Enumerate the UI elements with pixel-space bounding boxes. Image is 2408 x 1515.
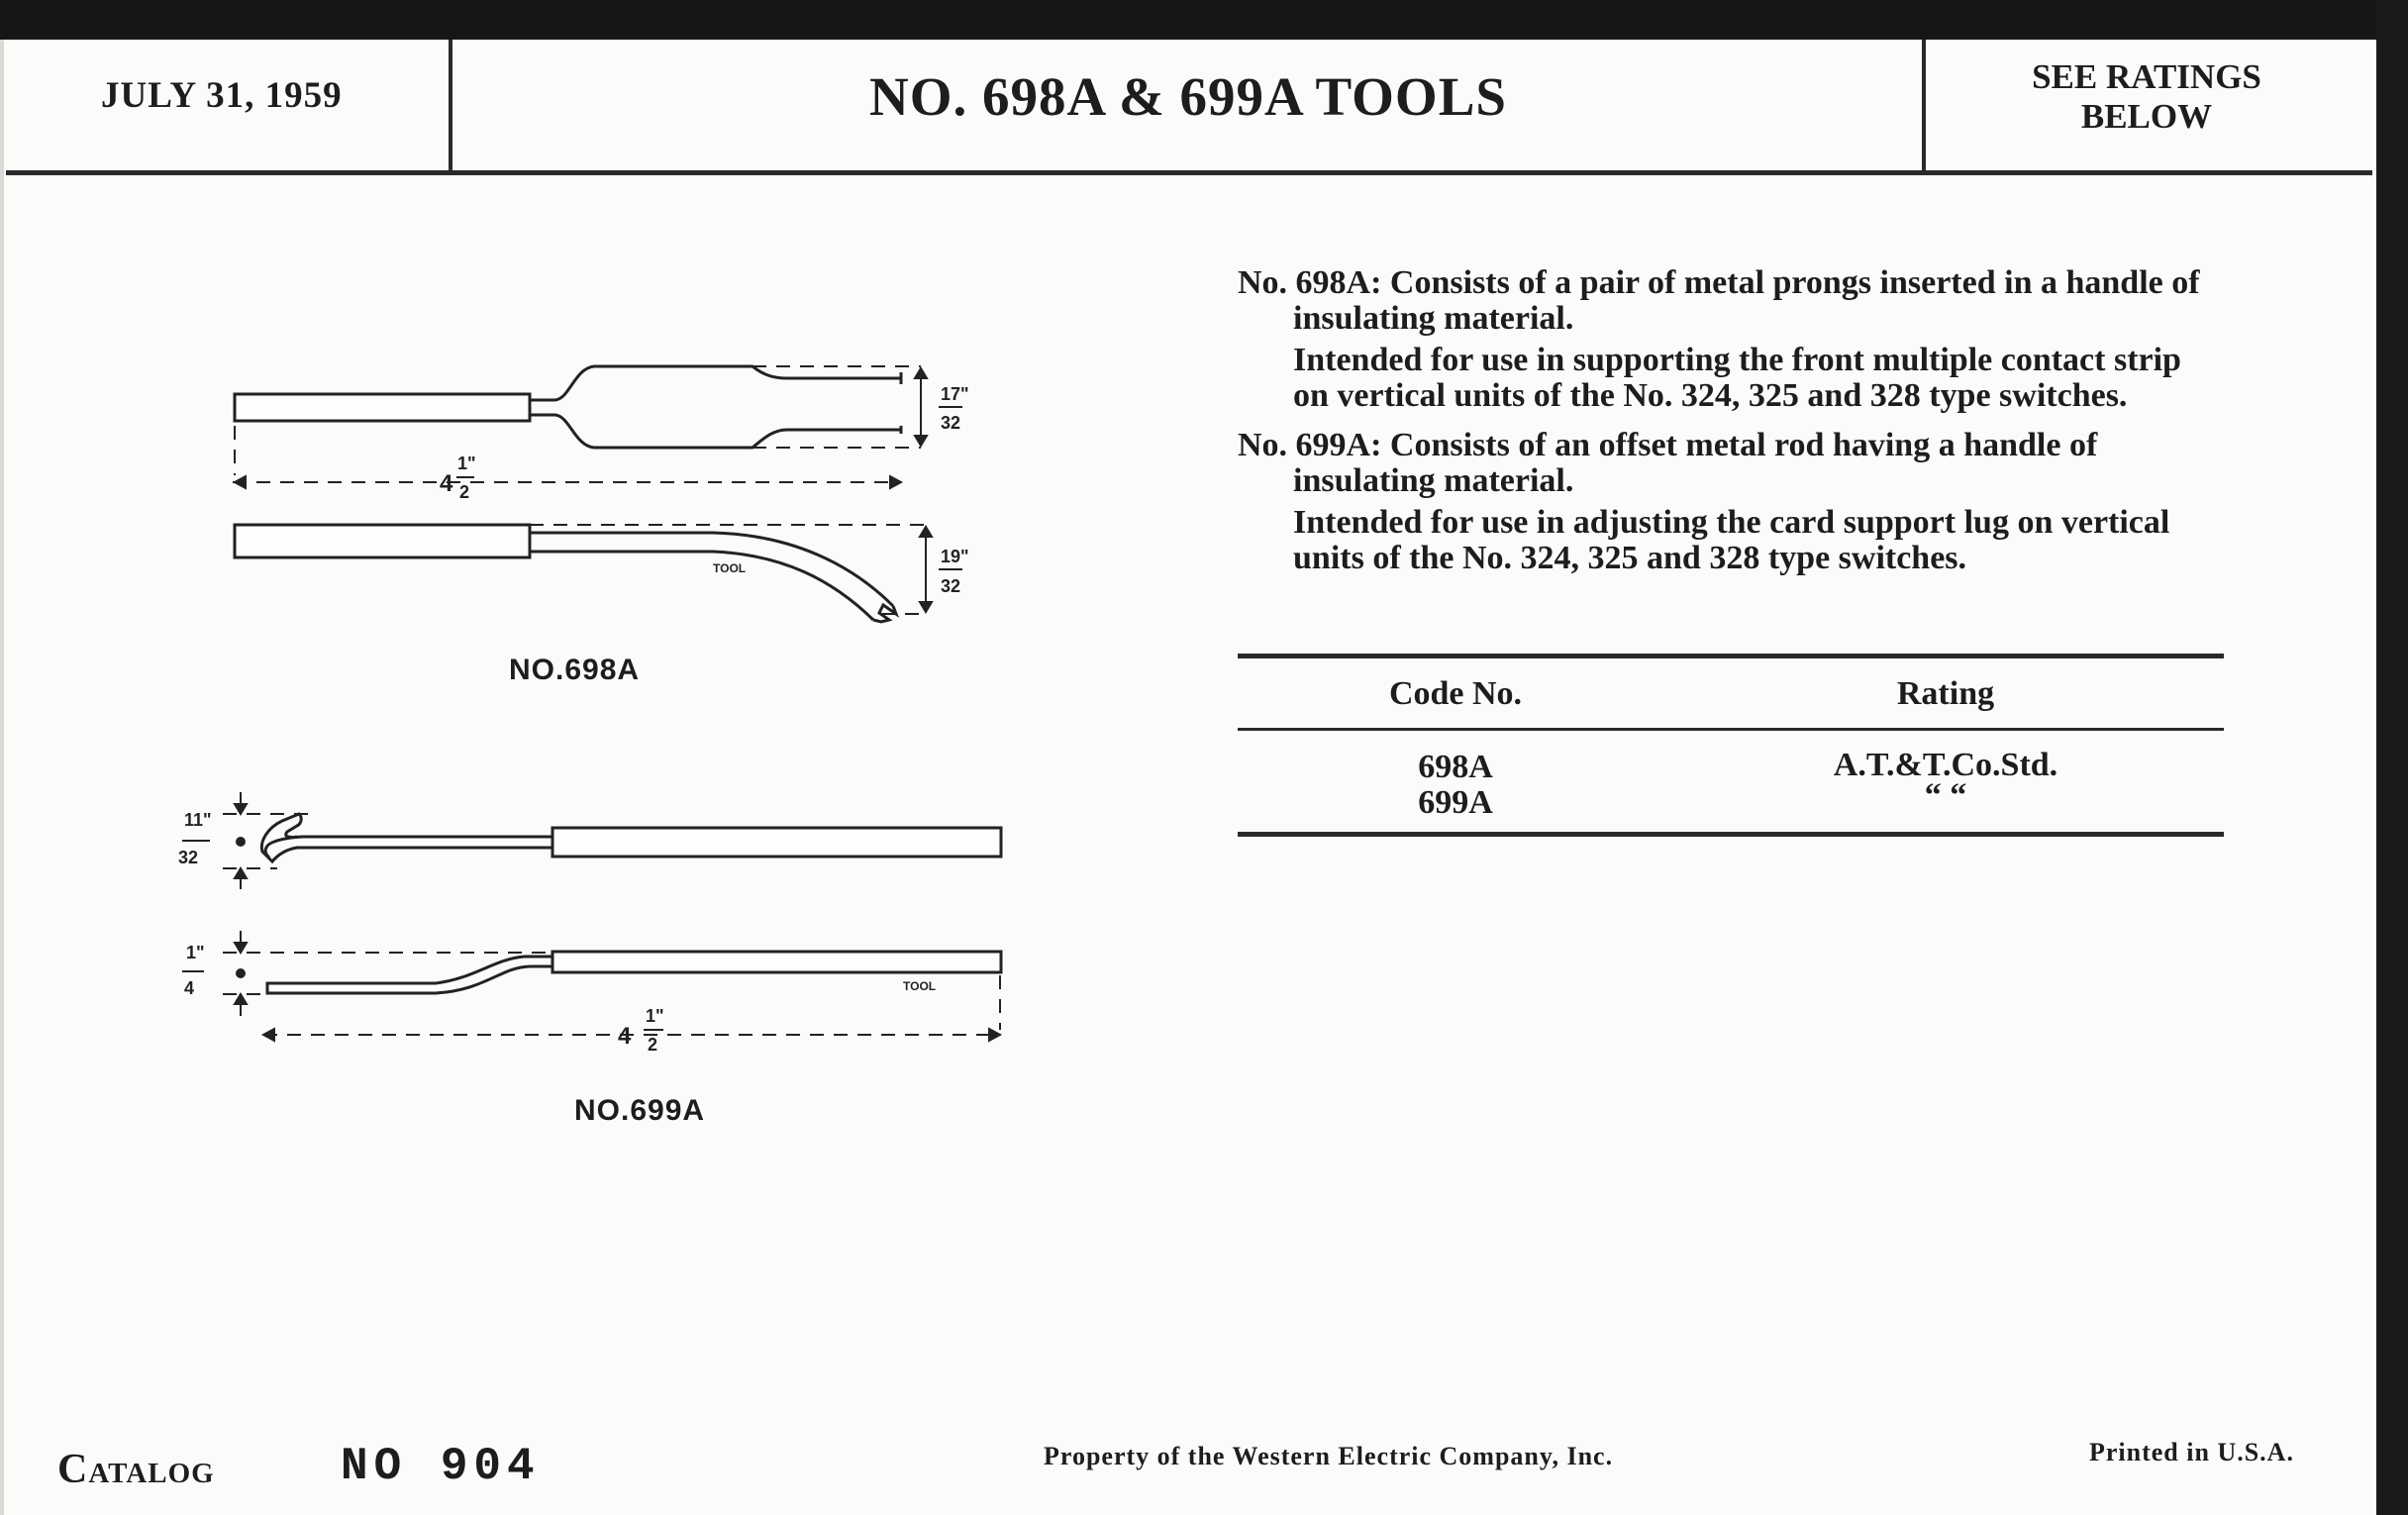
table-header-rating: Rating	[1896, 675, 1995, 712]
printed-notice: Printed in U.S.A.	[2089, 1438, 2294, 1466]
tool699-hook-den: 32	[178, 848, 199, 867]
table-rule-mid	[1238, 728, 2224, 731]
tool699-rod	[267, 957, 552, 993]
tool698-prong-gap-num: 17"	[941, 384, 969, 404]
table-rule-bottom	[1238, 832, 2224, 837]
tool699-offset-den: 4	[184, 978, 195, 998]
tool699-length-num: 1"	[646, 1006, 664, 1026]
tool699-hook	[261, 814, 552, 861]
tool699-length-den: 2	[648, 1035, 658, 1055]
table-row-code: 698A	[1418, 749, 1493, 785]
tool-descriptions	[1238, 265, 2224, 576]
tool699-caption: NO.699A	[574, 1094, 706, 1127]
tool698-caption: NO.698A	[509, 654, 641, 686]
item1-use: Intended for use in supporting the front multiple contact strip on vertical units of the No. 324, 325 and 328 type switches.	[1293, 342, 2181, 414]
tool698-length-num: 1"	[457, 454, 476, 473]
tool698-length-whole: 4	[440, 470, 453, 497]
ratings-note-line2: BELOW	[2080, 97, 2213, 136]
tool698-rod	[530, 533, 893, 620]
header-divider-right	[1922, 40, 1926, 171]
item2-description: No. 699A: Consists of an offset metal rod having a handle of insulating material.	[1238, 427, 2098, 499]
table-row-code: 699A	[1418, 784, 1493, 821]
table-row-rating: A.T.&T.Co.Std.	[1833, 747, 2058, 783]
tool698-length-den: 2	[459, 482, 470, 502]
ratings-note-line1: SEE RATINGS	[2032, 57, 2261, 96]
scan-right-border	[2376, 0, 2408, 1515]
tool698-offset-den: 32	[941, 576, 961, 596]
property-notice: Property of the Western Electric Company, Inc.	[1044, 1442, 1614, 1470]
tool699-handle-top	[552, 828, 1001, 857]
catalog-label: Catalog	[57, 1447, 215, 1492]
page-title: NO. 698A & 699A TOOLS	[869, 66, 1507, 127]
tool-drawings	[0, 0, 1089, 1188]
tool698-prongs	[530, 366, 901, 448]
tool699-hook-num: 11"	[184, 810, 212, 830]
catalog-number: NO 904	[341, 1441, 541, 1492]
ratings-note	[1929, 57, 2364, 137]
tool698-label: TOOL	[713, 561, 747, 575]
table-header-code: Code No.	[1388, 675, 1523, 712]
tool699-length-whole: 4	[618, 1023, 632, 1050]
tool698-offset-num: 19"	[941, 547, 969, 566]
tool698-handle-top	[235, 394, 530, 421]
tool698-handle-side	[235, 525, 530, 557]
issue-date: JULY 31, 1959	[101, 75, 343, 116]
item1-description: No. 698A: Consists of a pair of metal prongs inserted in a handle of insulating material.	[1238, 264, 2200, 337]
tool699-offset-num: 1"	[186, 943, 205, 962]
table-rule-top	[1238, 654, 2224, 658]
item2-use: Intended for use in adjusting the card support lug on vertical units of the No. 324, 325 and 328 type switches.	[1293, 504, 2170, 576]
tool699-label: TOOL	[903, 979, 937, 993]
table-row-rating: “ “	[1924, 777, 1967, 814]
tool698-prong-gap-den: 32	[941, 413, 961, 433]
tool699-handle-side	[552, 952, 1001, 972]
